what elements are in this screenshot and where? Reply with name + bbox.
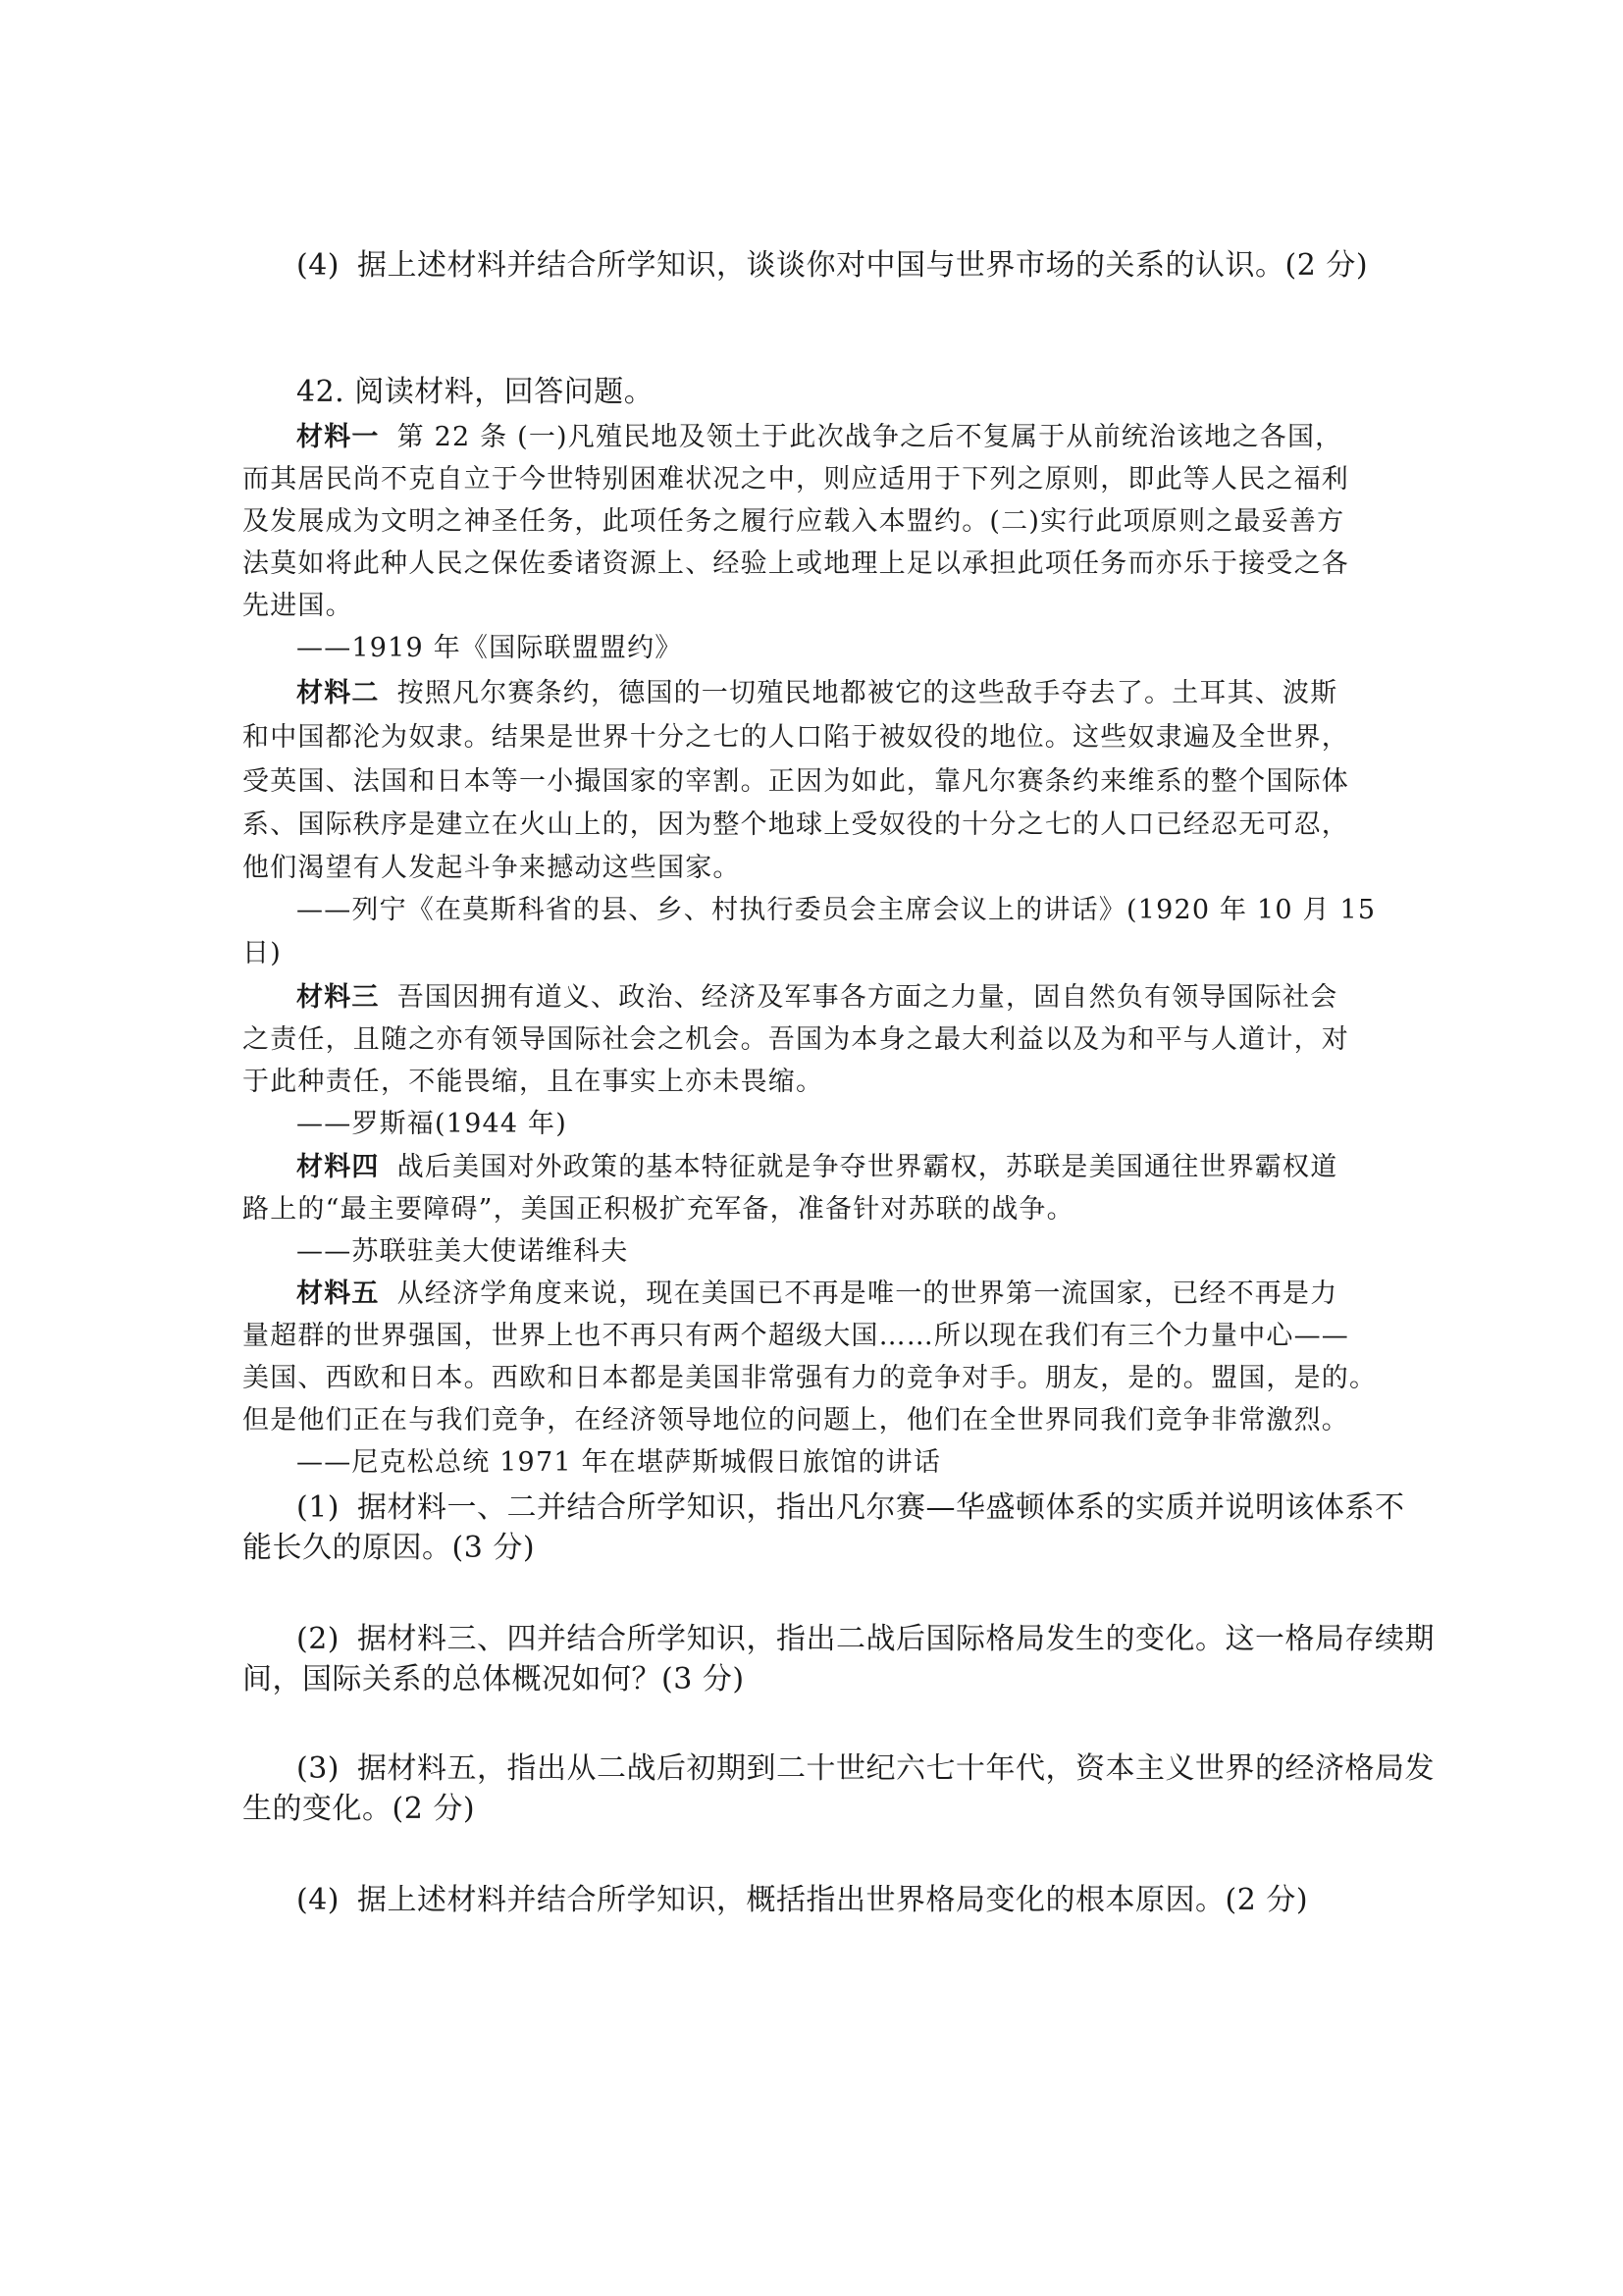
material-1-line-1 xyxy=(296,424,1342,450)
material-5-line-4: 但是他们正在与我们竞争，在经济领导地位的问题上，他们在全世界同我们竞争非常激烈。 xyxy=(242,1405,1349,1435)
prev-question-text: 据上述材料并结合所学知识，谈谈你对中国与世界市场的关系的认识。(2 分) xyxy=(357,248,1369,283)
material-5-label: 材料五 xyxy=(296,1278,380,1309)
material-1-label: 材料一 xyxy=(296,422,380,452)
prev-question-number: (4) xyxy=(296,248,340,283)
sub-question-3-line-2: 生的变化。(2 分) xyxy=(242,1792,476,1826)
sub-question-3-number: (3) xyxy=(296,1751,340,1786)
material-1-text: 第 22 条 (一)凡殖民地及领土于此次战争之后不复属于从前统治该地之各国， xyxy=(396,422,1343,452)
sub-question-1-text: 据材料一、二并结合所学知识，指出凡尔赛—华盛顿体系的实质并说明该体系不 xyxy=(357,1490,1405,1525)
sub-question-2-line-2: 间，国际关系的总体概况如何？(3 分) xyxy=(242,1662,745,1696)
sub-question-1-line-2: 能长久的原因。(3 分) xyxy=(242,1531,536,1565)
material-2-source-line-1: ——列宁《在莫斯科省的县、乡、村执行委员会主席会议上的讲话》(1920 年 10 月 15 xyxy=(296,895,1377,925)
material-2-label: 材料二 xyxy=(296,678,380,708)
material-2-source-line-2: 日) xyxy=(242,938,282,968)
sub-question-2-number: (2) xyxy=(296,1622,340,1656)
sub-question-4-line-1 xyxy=(296,1883,1309,1917)
material-1-line-3: 及发展成为文明之神圣任务，此项任务之履行应载入本盟约。(二)实行此项原则之最妥善方 xyxy=(242,506,1345,537)
material-4-label: 材料四 xyxy=(296,1152,380,1182)
material-4-line-1 xyxy=(296,1154,1337,1180)
material-1-line-5: 先进国。 xyxy=(242,591,353,621)
sub-question-3-text: 据材料五，指出从二战后初期到二十世纪六七十年代，资本主义世界的经济格局发 xyxy=(357,1751,1435,1786)
prev-question xyxy=(296,248,1369,283)
material-3-line-2: 之责任，且随之亦有领导国际社会之机会。吾国为本身之最大利益以及为和平与人道计，对 xyxy=(242,1024,1349,1055)
material-1-line-4: 法莫如将此种人民之保佐委诸资源上、经验上或地理上足以承担此项任务而亦乐于接受之各 xyxy=(242,548,1349,579)
material-5-source: ——尼克松总统 1971 年在堪萨斯城假日旅馆的讲话 xyxy=(296,1447,942,1478)
material-3-line-3: 于此种责任，不能畏缩，且在事实上亦未畏缩。 xyxy=(242,1067,824,1097)
q42-header: 42. 阅读材料，回答问题。 xyxy=(296,375,654,409)
material-2-line-3: 受英国、法国和日本等一小撮国家的宰割。正因为如此，靠凡尔赛条约来维系的整个国际体 xyxy=(242,766,1349,797)
material-2-line-2: 和中国都沦为奴隶。结果是世界十分之七的人口陷于被奴役的地位。这些奴隶遍及全世界， xyxy=(242,722,1349,753)
material-3-line-1 xyxy=(296,984,1337,1011)
sub-question-4-text: 据上述材料并结合所学知识，概括指出世界格局变化的根本原因。(2 分) xyxy=(357,1883,1309,1917)
material-3-label: 材料三 xyxy=(296,982,380,1013)
material-2-line-1 xyxy=(296,680,1337,706)
material-2-text: 按照凡尔赛条约，德国的一切殖民地都被它的这些敌手夺去了。土耳其、波斯 xyxy=(396,678,1338,708)
sub-question-3-line-1 xyxy=(296,1751,1435,1786)
material-5-line-2: 量超群的世界强国，世界上也不再只有两个超级大国……所以现在我们有三个力量中心—— xyxy=(242,1321,1349,1351)
sub-question-2-line-1 xyxy=(296,1622,1435,1656)
sub-question-4-number: (4) xyxy=(296,1883,340,1917)
sub-question-2-text: 据材料三、四并结合所学知识，指出二战后国际格局发生的变化。这一格局存续期 xyxy=(357,1622,1435,1656)
sub-question-1-number: (1) xyxy=(296,1490,340,1525)
material-2-line-5: 他们渴望有人发起斗争来撼动这些国家。 xyxy=(242,853,741,883)
material-5-line-1 xyxy=(296,1280,1337,1307)
material-4-source: ——苏联驻美大使诺维科夫 xyxy=(296,1236,629,1267)
material-4-text: 战后美国对外政策的基本特征就是争夺世界霸权，苏联是美国通往世界霸权道 xyxy=(396,1152,1338,1182)
sub-question-1-line-1 xyxy=(296,1490,1405,1525)
material-3-source: ——罗斯福(1944 年) xyxy=(296,1109,567,1139)
material-4-line-2: 路上的“最主要障碍”，美国正积极扩充军备，准备针对苏联的战争。 xyxy=(242,1194,1074,1225)
material-1-line-2: 而其居民尚不克自立于今世特别困难状况之中，则应适用于下列之原则，即此等人民之福利 xyxy=(242,464,1349,495)
material-1-source: ——1919 年《国际联盟盟约》 xyxy=(296,633,683,663)
material-5-line-3: 美国、西欧和日本。西欧和日本都是美国非常强有力的竞争对手。朋友，是的。盟国，是的。 xyxy=(242,1363,1378,1393)
material-5-text: 从经济学角度来说，现在美国已不再是唯一的世界第一流国家，已经不再是力 xyxy=(396,1278,1338,1309)
material-3-text: 吾国因拥有道义、政治、经济及军事各方面之力量，固自然负有领导国际社会 xyxy=(396,982,1338,1013)
material-2-line-4: 系、国际秩序是建立在火山上的，因为整个地球上受奴役的十分之七的人口已经忍无可忍， xyxy=(242,809,1349,840)
